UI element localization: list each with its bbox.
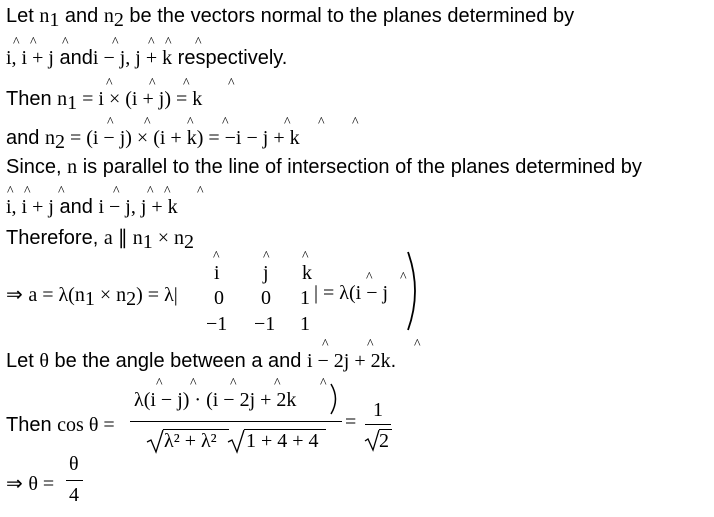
hat-mark: ^ [228, 76, 235, 91]
fraction-bar [66, 480, 83, 481]
matrix-cell: j [263, 262, 269, 284]
text-line-8: ⇒ $a = \lambda(n_1 \times n_2) = \lambda|$ [6, 284, 178, 310]
text-line-9: Let θ be the angle between a and i − 2j + 2k. [6, 350, 397, 372]
fraction-denominator: 4 [69, 484, 79, 506]
matrix-cell: 1 [300, 313, 310, 335]
matrix-cell: −1 [206, 313, 228, 335]
hat-mark: ^ [400, 270, 407, 285]
matrix-cell: −1 [254, 313, 276, 335]
hat-mark: ^ [58, 184, 65, 199]
text-line-11: ⇒ θ = [6, 473, 55, 495]
hat-mark: ^ [320, 376, 327, 391]
text-line-3: Then $n_1 = i \times (i + j) = k$ [6, 88, 203, 114]
right-parenthesis [328, 382, 342, 416]
fraction-numerator: θ [69, 453, 79, 475]
sqrt-sign [226, 428, 246, 454]
fraction-bar [130, 421, 342, 422]
text-line-7: Therefore, a ∥ $n_1 \times n_2$ [6, 227, 194, 253]
text-line-5: Since, n is parallel to the line of intersection of the planes determined by [6, 156, 642, 178]
hat-mark: ^ [263, 249, 270, 264]
hat-mark: ^ [149, 76, 156, 91]
hat-mark: ^ [302, 249, 309, 264]
hat-mark: ^ [164, 184, 171, 199]
text-line-1: Let $n_1$ and $n_2$ be the vectors normal to the planes determined by [6, 5, 575, 31]
hat-mark: ^ [366, 270, 373, 285]
matrix-cell: i [214, 262, 220, 284]
fraction-denominator: 2 [379, 430, 389, 452]
right-parenthesis [404, 250, 424, 332]
hat-mark: ^ [107, 115, 114, 130]
hat-mark: ^ [352, 115, 359, 130]
sqrt-sign [145, 428, 165, 454]
hat-mark: ^ [190, 376, 197, 391]
hat-mark: ^ [183, 76, 190, 91]
hat-mark: ^ [187, 115, 194, 130]
hat-mark: ^ [62, 35, 69, 50]
text-line-2: i, i + j andi − j, j + k respectively. [6, 47, 288, 69]
hat-mark: ^ [112, 35, 119, 50]
fraction-numerator: 1 [373, 399, 383, 421]
hat-mark: ^ [113, 184, 120, 199]
hat-mark: ^ [13, 35, 20, 50]
hat-mark: ^ [414, 337, 421, 352]
equals-sign: = [345, 411, 357, 433]
text-line-4: and $n_2 = (i - j) \times (i + k) = -i - j + k$ [6, 127, 300, 153]
text-line-8-rhs: | = λ(i − j [314, 282, 389, 304]
hat-mark: ^ [195, 35, 202, 50]
matrix-cell: k [302, 262, 312, 284]
hat-mark: ^ [24, 184, 31, 199]
matrix-cell: 1 [300, 287, 310, 309]
hat-mark: ^ [7, 184, 14, 199]
hat-mark: ^ [213, 249, 220, 264]
hat-mark: ^ [274, 376, 281, 391]
hat-mark: ^ [165, 35, 172, 50]
hat-mark: ^ [144, 115, 151, 130]
hat-mark: ^ [318, 115, 325, 130]
hat-mark: ^ [30, 35, 37, 50]
hat-mark: ^ [230, 376, 237, 391]
fraction-numerator: λ(i − j) · (i − 2j + 2k [134, 389, 297, 411]
hat-mark: ^ [322, 337, 329, 352]
text-line-10: Then cos θ = [6, 414, 115, 436]
text-line-6: i, i + j and i − j, j + k [6, 196, 178, 218]
hat-mark: ^ [197, 184, 204, 199]
hat-mark: ^ [148, 35, 155, 50]
fraction-denominator-part: λ² + λ² [164, 430, 217, 452]
hat-mark: ^ [284, 115, 291, 130]
fraction-bar [365, 424, 391, 425]
hat-mark: ^ [222, 115, 229, 130]
matrix-cell: 0 [214, 287, 224, 309]
fraction-denominator-part: 1 + 4 + 4 [246, 430, 319, 452]
hat-mark: ^ [147, 184, 154, 199]
hat-mark: ^ [106, 76, 113, 91]
matrix-cell: 0 [261, 287, 271, 309]
hat-mark: ^ [367, 337, 374, 352]
hat-mark: ^ [156, 376, 163, 391]
